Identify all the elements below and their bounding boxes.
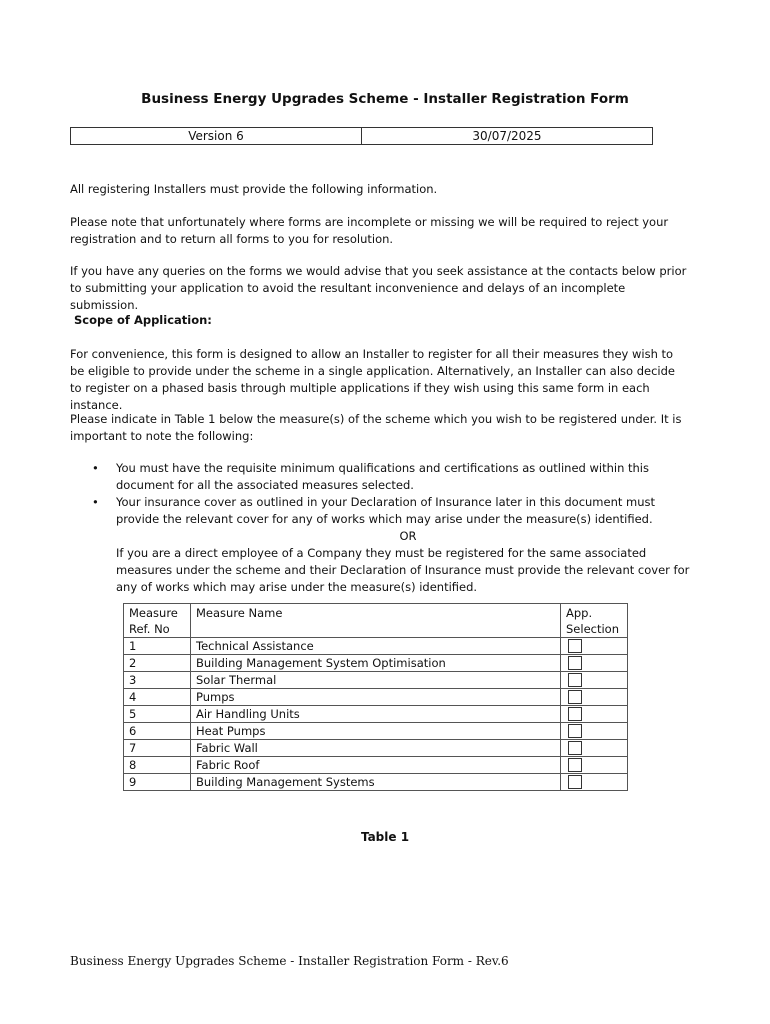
- measure-name: Heat Pumps: [191, 723, 561, 740]
- table-row: [124, 774, 628, 791]
- header-measure-ref: Measure Ref. No: [124, 604, 191, 638]
- scope-heading: Scope of Application:: [74, 313, 212, 327]
- queries-paragraph: If you have any queries on the forms we would advise that you seek assistance at the contacts below prior to submitting your application to avoid the resultant inconvenience and delays of an incomplete submission.: [70, 264, 687, 312]
- measure-ref: 5: [124, 706, 191, 723]
- selection-checkbox[interactable]: [568, 741, 582, 755]
- table-instruction-paragraph: Please indicate in Table 1 below the measure(s) of the scheme which you wish to be registered under. It is important to note the following:: [70, 412, 682, 443]
- table-row: [124, 740, 628, 757]
- selection-checkbox[interactable]: [568, 724, 582, 738]
- measure-ref: 1: [124, 638, 191, 655]
- selection-cell: [561, 689, 628, 706]
- employee-note: If you are a direct employee of a Company they must be registered for the same associated measures under the scheme and their Declaration of Insurance must provide the relevant cover for any of works which may arise under the measure(s) identified.: [116, 546, 690, 594]
- selection-cell: [561, 672, 628, 689]
- selection-cell: [561, 774, 628, 791]
- scope-paragraph: For convenience, this form is designed to allow an Installer to register for all their measures they wish to be eligible to provide under the scheme in a single application. Alternatively, an Installer can also decide to register on a phased basis through multiple applications if they wish using this same form in each instance.: [70, 347, 676, 412]
- table-row: [124, 723, 628, 740]
- measure-name: Fabric Roof: [191, 757, 561, 774]
- selection-checkbox[interactable]: [568, 673, 582, 687]
- list-item: [70, 460, 700, 494]
- measure-ref: 7: [124, 740, 191, 757]
- measure-ref: 4: [124, 689, 191, 706]
- selection-checkbox[interactable]: [568, 775, 582, 789]
- version-label: Version 6: [188, 129, 244, 143]
- version-table: [70, 127, 653, 145]
- bullet-text: You must have the requisite minimum qualifications and certifications as outlined within this document for all the associated measures selected.: [116, 461, 649, 492]
- table-row: [124, 638, 628, 655]
- table-row: [124, 655, 628, 672]
- rejection-note-paragraph: Please note that unfortunately where forms are incomplete or missing we will be required to reject your registration and to return all forms to you for resolution.: [70, 215, 669, 246]
- selection-checkbox[interactable]: [568, 639, 582, 653]
- selection-checkbox[interactable]: [568, 656, 582, 670]
- measures-table: [123, 603, 628, 791]
- selection-checkbox[interactable]: [568, 758, 582, 772]
- bullet-icon: •: [92, 495, 99, 509]
- selection-cell: [561, 740, 628, 757]
- requirements-list: [70, 460, 700, 596]
- measure-name: Solar Thermal: [191, 672, 561, 689]
- selection-cell: [561, 638, 628, 655]
- measure-name: Air Handling Units: [191, 706, 561, 723]
- table-caption: Table 1: [360, 830, 410, 844]
- selection-cell: [561, 723, 628, 740]
- selection-checkbox[interactable]: [568, 690, 582, 704]
- table-row: [124, 706, 628, 723]
- table-row: [124, 757, 628, 774]
- selection-checkbox[interactable]: [568, 707, 582, 721]
- selection-cell: [561, 655, 628, 672]
- measure-name: Building Management System Optimisation: [191, 655, 561, 672]
- measure-name: Fabric Wall: [191, 740, 561, 757]
- page-footer: Business Energy Upgrades Scheme - Installer Registration Form - Rev.6: [70, 954, 509, 968]
- bullet-icon: •: [92, 461, 99, 475]
- document-title: Business Energy Upgrades Scheme - Installer Registration Form: [141, 91, 629, 107]
- measure-name: Technical Assistance: [191, 638, 561, 655]
- version-date: 30/07/2025: [361, 128, 652, 144]
- table-row: [124, 672, 628, 689]
- measure-ref: 9: [124, 774, 191, 791]
- measure-ref: 6: [124, 723, 191, 740]
- header-measure-name: Measure Name: [191, 604, 561, 638]
- table-row: [124, 689, 628, 706]
- measure-name: Building Management Systems: [191, 774, 561, 791]
- measure-ref: 8: [124, 757, 191, 774]
- bullet-text: Your insurance cover as outlined in your Declaration of Insurance later in this document must provide the relevant cover for any of works which may arise under the measure(s) identified.: [116, 495, 656, 526]
- table-header-row: [124, 604, 628, 638]
- selection-cell: [561, 757, 628, 774]
- list-item: [70, 494, 700, 528]
- measure-ref: 3: [124, 672, 191, 689]
- intro-paragraph: All registering Installers must provide the following information.: [70, 182, 438, 196]
- or-separator: OR: [399, 529, 417, 543]
- header-app-selection: App. Selection: [561, 604, 628, 638]
- selection-cell: [561, 706, 628, 723]
- measure-ref: 2: [124, 655, 191, 672]
- measure-name: Pumps: [191, 689, 561, 706]
